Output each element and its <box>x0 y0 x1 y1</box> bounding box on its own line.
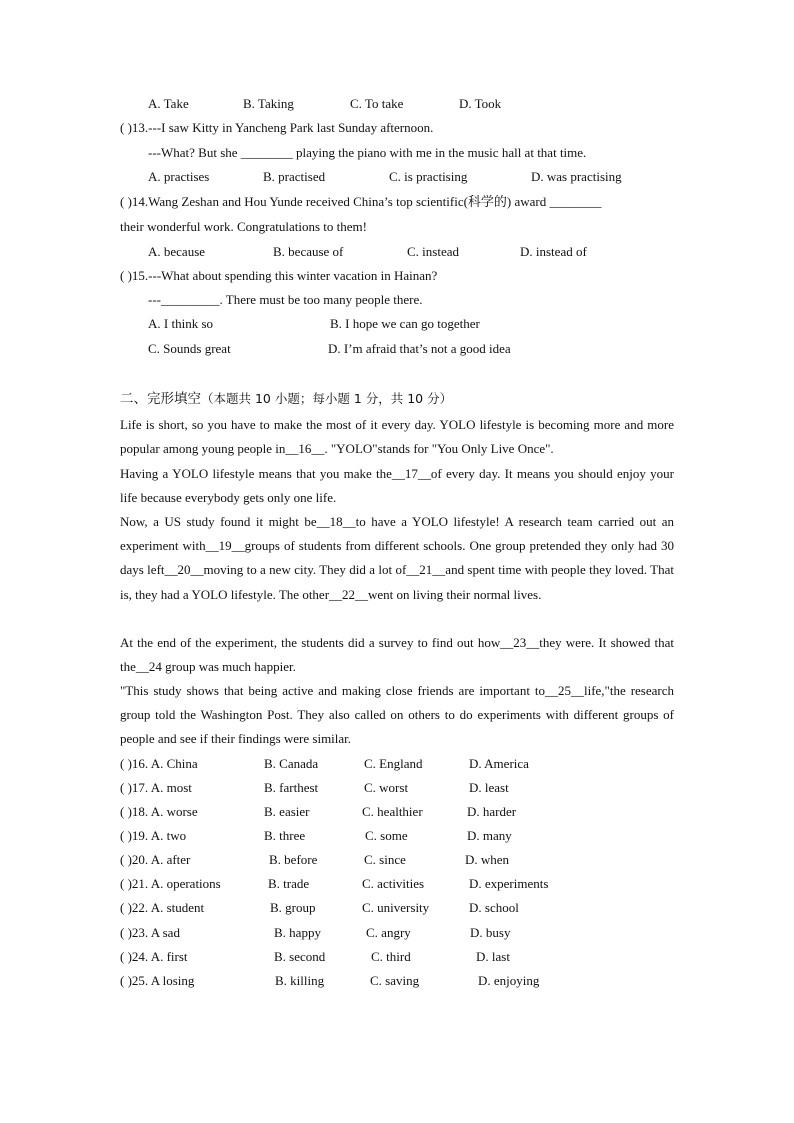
item-16-c: C. England <box>364 756 423 771</box>
item-22-d: D. school <box>469 900 519 915</box>
passage-paragraph-3: Now, a US study found it might be__18__to have a YOLO lifestyle! A research team carried out an experiment with__19__groups of students from different schools. One group pretended they only had 30 days left__20__moving to a new city. They did a lot of__21__and spent time with people they loved. That is, they had a YOLO lifestyle. The other__22__went on living their normal lives. <box>120 514 674 602</box>
item-16-a: ( )16. A. China <box>120 756 198 771</box>
passage-paragraph-1: Life is short, so you have to make the most of it every day. YOLO lifestyle is becoming more and more popular among young people in__16__. "YOLO"stands for "You Only Live Once". <box>120 417 674 457</box>
q12-option-c: C. To take <box>350 96 404 111</box>
q13-option-a: A. practises <box>148 169 210 184</box>
item-22-b: B. group <box>270 900 316 915</box>
item-17-b: B. farthest <box>264 780 319 795</box>
item-23-b: B. happy <box>274 925 321 940</box>
q12-option-b: B. Taking <box>243 96 294 111</box>
q13-option-b: B. practised <box>263 169 326 184</box>
item-17-d: D. least <box>469 780 509 795</box>
section-note: （本题共 10 小题；每小题 1 分，共 10 分） <box>201 391 453 406</box>
q15-option-a: A. I think so <box>148 316 213 331</box>
passage-paragraph-2: Having a YOLO lifestyle means that you make the__17__of every day. It means you should enjoy your life because everybody gets only one life. <box>120 466 674 506</box>
q14-option-a: A. because <box>148 244 206 259</box>
item-20-c: C. since <box>364 852 406 867</box>
item-18-d: D. harder <box>467 804 517 819</box>
q12-option-a: A. Take <box>148 96 189 111</box>
q13-option-c: C. is practising <box>389 169 468 184</box>
q14-stem: ( )14.Wang Zeshan and Hou Yunde received China’s top scientific(科学的) award ________ <box>120 194 602 209</box>
item-21-b: B. trade <box>268 876 310 891</box>
q13-option-d: D. was practising <box>531 169 622 184</box>
item-19-a: ( )19. A. two <box>120 828 187 843</box>
item-19-b: B. three <box>264 828 306 843</box>
item-16-d: D. America <box>469 756 529 771</box>
item-20-d: D. when <box>465 852 510 867</box>
q15-option-d: D. I’m afraid that’s not a good idea <box>328 341 511 356</box>
item-17-a: ( )17. A. most <box>120 780 192 795</box>
item-17-c: C. worst <box>364 780 409 795</box>
passage-paragraph-5: "This study shows that being active and making close friends are important to__25__life,"the research group told the Washington Post. They also called on others to do experiments with different groups of people and see if their findings were similar. <box>120 683 674 747</box>
item-22-a: ( )22. A. student <box>120 900 205 915</box>
section-title: 二、完形填空 <box>120 391 201 407</box>
q15-stem: ( )15.---What about spending this winter vacation in Hainan? <box>120 268 438 283</box>
q14-line2: their wonderful work. Congratulations to them! <box>120 219 367 234</box>
item-23-c: C. angry <box>366 925 411 940</box>
item-24-c: C. third <box>371 949 411 964</box>
item-25-b: B. killing <box>275 973 325 988</box>
item-21-c: C. activities <box>362 876 425 891</box>
item-20-b: B. before <box>269 852 318 867</box>
item-18-a: ( )18. A. worse <box>120 804 198 819</box>
item-24-b: B. second <box>274 949 326 964</box>
q14-option-b: B. because of <box>273 244 344 259</box>
item-21-a: ( )21. A. operations <box>120 876 221 891</box>
q15-line2: ---_________. There must be too many people there. <box>148 292 423 307</box>
q12-option-d: D. Took <box>459 96 502 111</box>
item-18-b: B. easier <box>264 804 310 819</box>
item-25-d: D. enjoying <box>478 973 540 988</box>
item-24-a: ( )24. A. first <box>120 949 188 964</box>
q13-stem: ( )13.---I saw Kitty in Yancheng Park last Sunday afternoon. <box>120 120 434 135</box>
item-16-b: B. Canada <box>264 756 319 771</box>
item-20-a: ( )20. A. after <box>120 852 191 867</box>
item-18-c: C. healthier <box>362 804 423 819</box>
section-heading <box>120 390 452 408</box>
item-23-a: ( )23. A sad <box>120 925 180 940</box>
item-23-d: D. busy <box>470 925 511 940</box>
q15-option-c: C. Sounds great <box>148 341 231 356</box>
item-19-d: D. many <box>467 828 512 843</box>
q14-option-d: D. instead of <box>520 244 587 259</box>
item-21-d: D. experiments <box>469 876 549 891</box>
item-25-c: C. saving <box>370 973 420 988</box>
item-24-d: D. last <box>476 949 510 964</box>
item-25-a: ( )25. A losing <box>120 973 195 988</box>
item-19-c: C. some <box>365 828 408 843</box>
item-22-c: C. university <box>362 900 430 915</box>
q15-option-b: B. I hope we can go together <box>330 316 480 331</box>
q13-line2: ---What? But she ________ playing the piano with me in the music hall at that time. <box>148 145 587 160</box>
q14-option-c: C. instead <box>407 244 459 259</box>
passage-paragraph-4: At the end of the experiment, the students did a survey to find out how__23__they were. It showed that the__24 group was much happier. <box>120 635 674 675</box>
